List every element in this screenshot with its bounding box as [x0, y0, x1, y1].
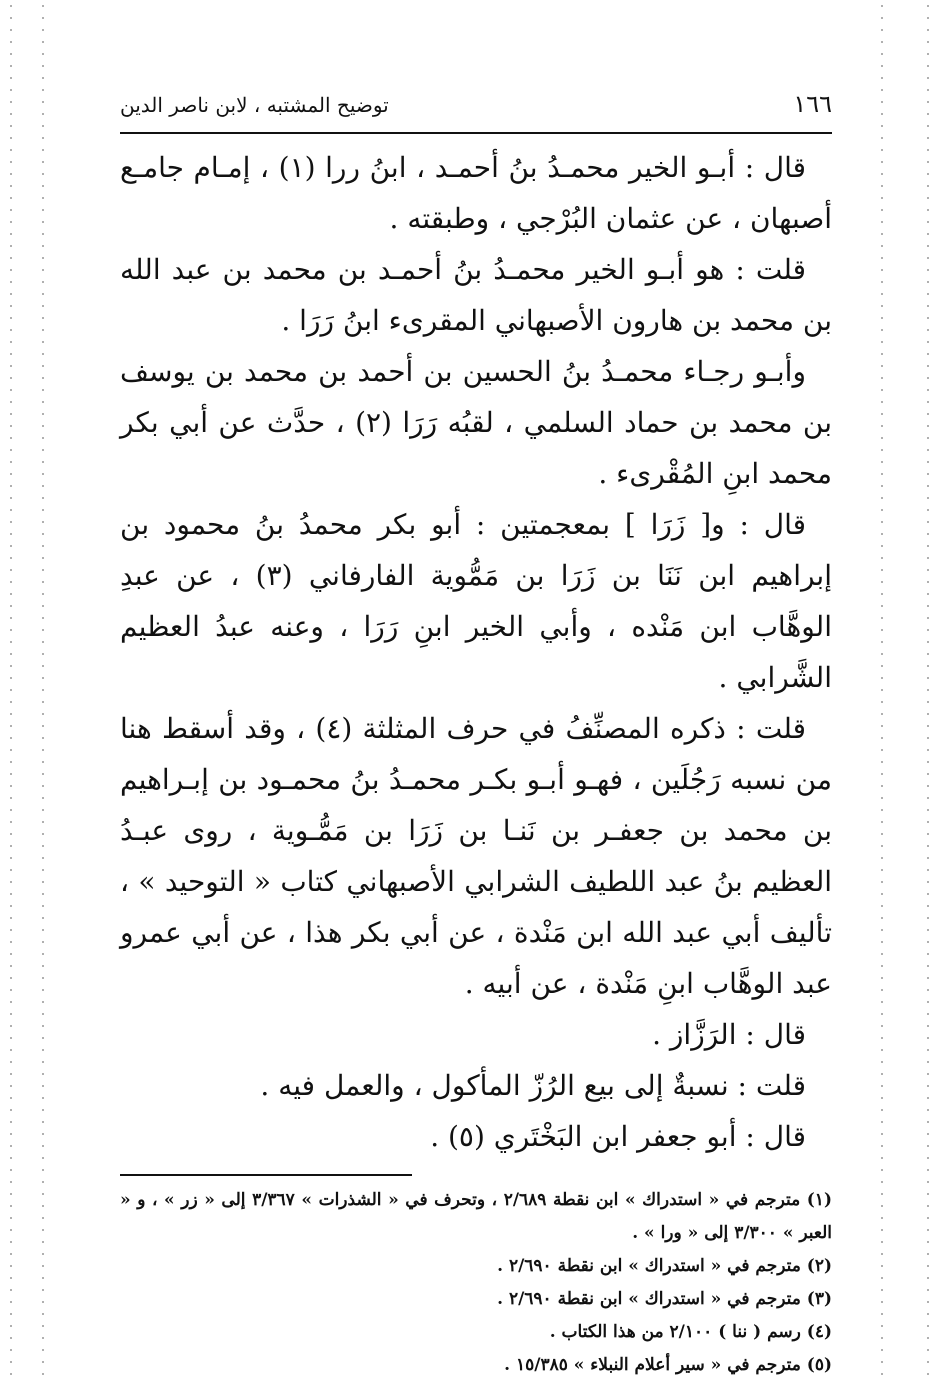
footnote: (٥) مترجم في « سير أعلام النبلاء » ١٥/٣٨٥ .: [504, 1355, 832, 1375]
scan-dots-left-inner: [42, 0, 44, 1376]
footnote-divider: [120, 1174, 412, 1176]
paragraph: قلت : ذكره المصنِّفُ في حرف المثلثة (٤) ، وقد أسقط هنا من نسبه رَجُلَين ، فهـو أبـو بكـر محمـدُ بنُ محمـود بن إبـراهيم بن محمد بن جعفـر بن نَنـا بن زَرَا بن مَمُّـوية ، روى عبـدُ العظيم بنُ عبد اللطيف الشرابي الأصبهاني كتاب « التوحيد » ، تأليف أبي عبد الله ابن مَنْدة ، عن أبي بكر هذا ، عن أبي عمرو عبد الوهَّاب ابنِ مَنْدة ، عن أبيه .: [120, 712, 833, 1000]
paragraph: قلت : هو أبـو الخير محمـدُ بنُ أحمـد بن محمد بن عبد الله بن محمد بن هارون الأصبهاني المقرىء ابنُ رَرَا .: [120, 253, 832, 337]
paragraph: قلت : نسبةٌ إلى بيع الرُزّ المأكول ، والعمل فيه .: [260, 1069, 806, 1102]
paragraph: قال : و[ زَرَا ] بمعجمتين : أبو بكر محمدُ بنُ محمود بن إبراهيم ابن نَنَا بن زَرَا بن مَمُّوية الفارفاني (٣) ، عن عبدِ الوهَّاب ابن مَنْده ، وأبي الخير ابنِ رَرَا ، وعنه عبدُ العظيم الشَّرابي .: [120, 508, 832, 694]
scan-dots-right: [927, 0, 929, 1376]
paragraph: وأبـو رجـاء محمـدُ بنُ الحسين بن أحمد بن محمد بن يوسف بن محمد بن حماد السلمي ، لقبُه رَرَا (٢) ، حدَّث عن أبي بكر محمد ابنِ المُقْرىء .: [120, 355, 832, 490]
page-number: ١٦٦: [793, 90, 832, 118]
book-page: [120, 90, 832, 1382]
running-title: توضيح المشتبه ، لابن ناصر الدين: [120, 93, 389, 117]
page-header: [120, 90, 832, 134]
scan-dots-right-inner: [881, 0, 883, 1376]
paragraph: قال : أبـو الخير محمـدُ بنُ أحمـد ، ابنُ ررا (١) ، إمـام جامـع أصبهان ، عن عثمان البُرْجي ، وطبقته .: [120, 151, 832, 235]
scan-dots-left: [10, 0, 12, 1376]
footnotes: [120, 1184, 832, 1382]
paragraph: قال : أبو جعفر ابن البَخْتَري (٥) .: [430, 1120, 806, 1153]
footnote: (٤) رسم ( ننا ) ٢/١٠٠ من هذا الكتاب .: [549, 1322, 832, 1342]
footnote: (١) مترجم في « استدراك » ابن نقطة ٢/٦٨٩ ، وتحرف في « الشذرات » ٣/٣٦٧ إلى « زر » ، و « العبر » ٣/٣٠٠ إلى « ورا » .: [120, 1190, 832, 1243]
main-text: [120, 142, 832, 1162]
footnote: (٢) مترجم في « استدراك » ابن نقطة ٢/٦٩٠ .: [497, 1256, 832, 1276]
paragraph: قال : الرَزَّاز .: [652, 1018, 806, 1051]
footnote: (٣) مترجم في « استدراك » ابن نقطة ٢/٦٩٠ .: [497, 1289, 832, 1309]
